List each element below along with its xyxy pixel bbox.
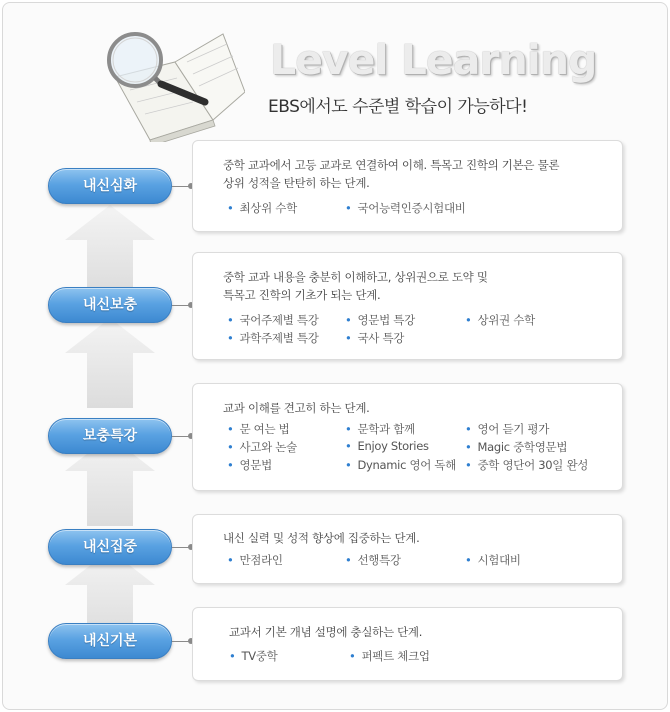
- course-link[interactable]: • 영문법 특강: [345, 312, 415, 328]
- course-link[interactable]: • 사고와 논술: [227, 439, 297, 455]
- course-link[interactable]: • 상위권 수학: [465, 312, 535, 328]
- level-button-supplement[interactable]: 내신보충: [48, 287, 172, 323]
- page-subtitle: EBS에서도 수준별 학습이 가능하다!: [268, 97, 528, 117]
- course-link[interactable]: • 영어 듣기 평가: [465, 421, 549, 437]
- level-card-supplement: [192, 252, 623, 360]
- card-description-line: 교과 이해를 견고히 하는 단계.: [223, 401, 370, 415]
- course-link[interactable]: • 국사 특강: [345, 330, 404, 346]
- course-link[interactable]: • 문 여는 법: [227, 421, 289, 437]
- level-button-advanced[interactable]: 내신심화: [48, 168, 172, 204]
- level-button-basic[interactable]: 내신기본: [48, 623, 172, 659]
- course-link[interactable]: • 중학 영단어 30일 완성: [465, 457, 588, 473]
- level-card-special: [192, 383, 623, 491]
- course-link[interactable]: • 퍼펙트 체크업: [349, 648, 430, 664]
- course-link[interactable]: • 만점라인: [227, 552, 283, 568]
- connector-line: [172, 436, 192, 437]
- course-link[interactable]: • 선행특강: [345, 552, 401, 568]
- course-link[interactable]: • Dynamic 영어 독해: [345, 457, 456, 473]
- level-card-advanced: [192, 140, 623, 232]
- level-button-special[interactable]: 보충특강: [48, 418, 172, 454]
- card-description-line: 내신 실력 및 성적 향상에 집중하는 단계.: [223, 531, 420, 545]
- course-link[interactable]: • Magic 중학영문법: [465, 439, 567, 455]
- course-link[interactable]: • TV중학: [229, 648, 277, 664]
- course-link[interactable]: • 국어주제별 특강: [227, 312, 319, 328]
- course-link[interactable]: • Enjoy Stories: [345, 439, 429, 453]
- card-description-line: 중학 교과 내용을 충분히 이해하고, 상위권으로 도약 및: [223, 270, 488, 284]
- card-description-line: 특목고 진학의 기초가 되는 단계.: [223, 288, 381, 302]
- level-button-focus[interactable]: 내신집중: [48, 529, 172, 565]
- course-link[interactable]: • 영문법: [227, 457, 272, 473]
- course-link[interactable]: • 문학과 함께: [345, 421, 415, 437]
- page-title: Level Learning: [270, 36, 597, 84]
- magnifier-book-icon: [95, 22, 245, 142]
- level-card-focus: [192, 514, 623, 584]
- card-description-line: 상위 성적을 탄탄히 하는 단계.: [223, 176, 370, 190]
- course-link[interactable]: • 최상위 수학: [227, 200, 297, 216]
- connector-line: [172, 641, 192, 642]
- course-link[interactable]: • 시험대비: [465, 552, 521, 568]
- card-description-line: 교과서 기본 개념 설명에 충실하는 단계.: [229, 625, 423, 639]
- level-card-basic: [192, 607, 623, 681]
- course-link[interactable]: • 국어능력인증시험대비: [345, 200, 466, 216]
- connector-line: [172, 186, 192, 187]
- course-link[interactable]: • 과학주제별 특강: [227, 330, 319, 346]
- connector-line: [172, 305, 192, 306]
- connector-line: [172, 547, 192, 548]
- card-description-line: 중학 교과에서 고등 교과로 연결하여 이해. 특목고 진학의 기본은 물론: [223, 158, 560, 172]
